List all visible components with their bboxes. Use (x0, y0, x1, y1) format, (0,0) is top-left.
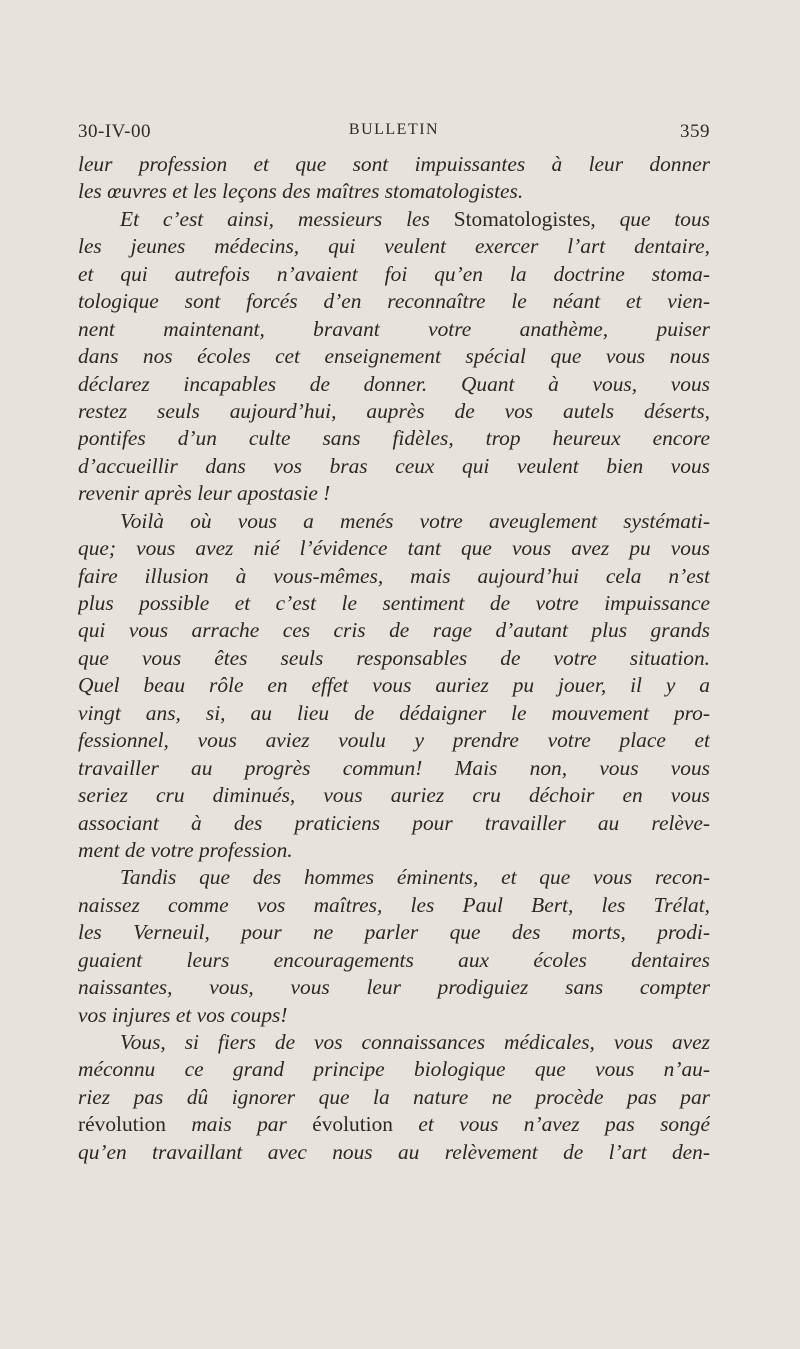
italic-text-segment: Vous, si fiers de vos connaissances médicales, vous avez (120, 1030, 710, 1054)
text-line (78, 316, 710, 343)
running-header (78, 121, 710, 147)
italic-text-segment: mais par (165, 1112, 313, 1137)
italic-text-segment: Quel beau rôle en effet vous auriez pu jouer, il y a (78, 673, 710, 698)
italic-text-segment: restez seuls aujourd’hui, auprès de vos autels déserts, (78, 398, 710, 423)
italic-text-segment: que tous (595, 206, 710, 231)
text-line (78, 151, 710, 178)
italic-text-segment: tologique sont forcés d’en reconnaître le néant et vien- (78, 289, 710, 314)
text-line (78, 343, 710, 370)
text-line (78, 892, 710, 919)
text-line (78, 288, 710, 315)
italic-text-segment: dans nos écoles cet enseignement spécial que vous nous (78, 344, 710, 369)
italic-text-segment: déclarez incapables de donner. Quant à vous, vous (78, 371, 710, 396)
text-line (78, 974, 710, 1001)
text-line (78, 535, 710, 562)
text-line (78, 233, 710, 260)
text-line (78, 810, 710, 837)
roman-text-segment: révolution (78, 1112, 166, 1137)
header-date: 30-IV-00 (78, 121, 151, 142)
italic-text-segment: leur profession et que sont impuissantes à leur donner (78, 152, 710, 176)
roman-text-segment: évolution (312, 1112, 394, 1137)
text-line (78, 480, 710, 507)
italic-text-segment: vingt ans, si, au lieu de dédaigner le mouvement pro- (78, 700, 710, 725)
text-line (78, 425, 710, 452)
text-line (78, 563, 710, 590)
text-line (78, 371, 710, 398)
text-line (78, 1029, 710, 1056)
italic-text-segment: nent maintenant, bravant votre anathème, puiser (78, 316, 710, 341)
text-line (78, 1139, 710, 1166)
italic-text-segment: guaient leurs encouragements aux écoles dentaires (78, 947, 710, 972)
text-line (78, 727, 710, 754)
italic-text-segment: Voilà où vous a menés votre aveuglement systémati- (120, 508, 710, 533)
italic-text-segment: que vous êtes seuls responsables de votre situation. (78, 645, 710, 670)
text-line (78, 1002, 710, 1029)
text-line (78, 1056, 710, 1083)
italic-text-segment: et vous n’avez pas songé (393, 1112, 710, 1137)
italic-text-segment: seriez cru diminués, vous auriez cru déchoir en vous (78, 783, 710, 808)
text-line (78, 261, 710, 288)
text-line (78, 508, 710, 535)
text-line (78, 672, 710, 699)
italic-text-segment: les œuvres et les leçons des maîtres stomatologistes. (78, 179, 524, 204)
italic-text-segment: revenir après leur apostasie ! (78, 481, 331, 506)
italic-text-segment: Et c’est ainsi, messieurs les (120, 206, 454, 231)
italic-text-segment: travailler au progrès commun! Mais non, vous vous (78, 755, 710, 780)
header-title: BULLETIN (348, 121, 440, 138)
text-line (78, 398, 710, 425)
text-line (78, 178, 710, 205)
text-line (78, 617, 710, 644)
italic-text-segment: faire illusion à vous-mêmes, mais aujourd’hui cela n’est (78, 563, 710, 588)
italic-text-segment: les Verneuil, pour ne parler que des morts, prodi- (78, 920, 710, 945)
text-line (78, 453, 710, 480)
italic-text-segment: naissez comme vos maîtres, les Paul Bert, les Trélat, (78, 892, 710, 917)
page-number: 359 (680, 121, 710, 142)
italic-text-segment: les jeunes médecins, qui veulent exercer l’art dentaire, (78, 234, 710, 259)
text-line (78, 864, 710, 891)
italic-text-segment: Tandis que des hommes éminents, et que vous recon- (120, 865, 710, 890)
roman-text-segment: Stomatologistes, (453, 206, 596, 231)
italic-text-segment: que; vous avez nié l’évidence tant que vous avez pu vous (78, 536, 710, 561)
italic-text-segment: et qui autrefois n’avaient foi qu’en la doctrine stoma- (78, 261, 710, 286)
italic-text-segment: méconnu ce grand principe biologique que vous n’au- (78, 1057, 710, 1082)
italic-text-segment: vos injures et vos coups! (78, 1002, 288, 1027)
text-line (78, 206, 710, 233)
italic-text-segment: naissantes, vous, vous leur prodiguiez sans compter (78, 975, 710, 1000)
text-line (78, 919, 710, 946)
text-line (78, 947, 710, 974)
text-line (78, 700, 710, 727)
italic-text-segment: ment de votre profession. (78, 837, 293, 862)
italic-text-segment: riez pas dû ignorer que la nature ne procède pas par (78, 1084, 710, 1109)
text-line (78, 590, 710, 617)
text-line (78, 782, 710, 809)
italic-text-segment: d’accueillir dans vos bras ceux qui veulent bien vous (78, 453, 710, 478)
text-line (78, 755, 710, 782)
text-line (78, 1111, 710, 1138)
text-line (78, 1084, 710, 1111)
italic-text-segment: fessionnel, vous aviez voulu y prendre votre place et (78, 728, 710, 753)
text-line (78, 645, 710, 672)
body-text (78, 151, 710, 1166)
italic-text-segment: associant à des praticiens pour travailler au relève- (78, 810, 710, 835)
italic-text-segment: plus possible et c’est le sentiment de votre impuissance (78, 591, 710, 615)
italic-text-segment: qui vous arrache ces cris de rage d’autant plus grands (78, 618, 710, 643)
italic-text-segment: qu’en travaillant avec nous au relèvement de l’art den- (78, 1139, 710, 1164)
text-line (78, 837, 710, 864)
italic-text-segment: pontifes d’un culte sans fidèles, trop heureux encore (78, 426, 710, 451)
